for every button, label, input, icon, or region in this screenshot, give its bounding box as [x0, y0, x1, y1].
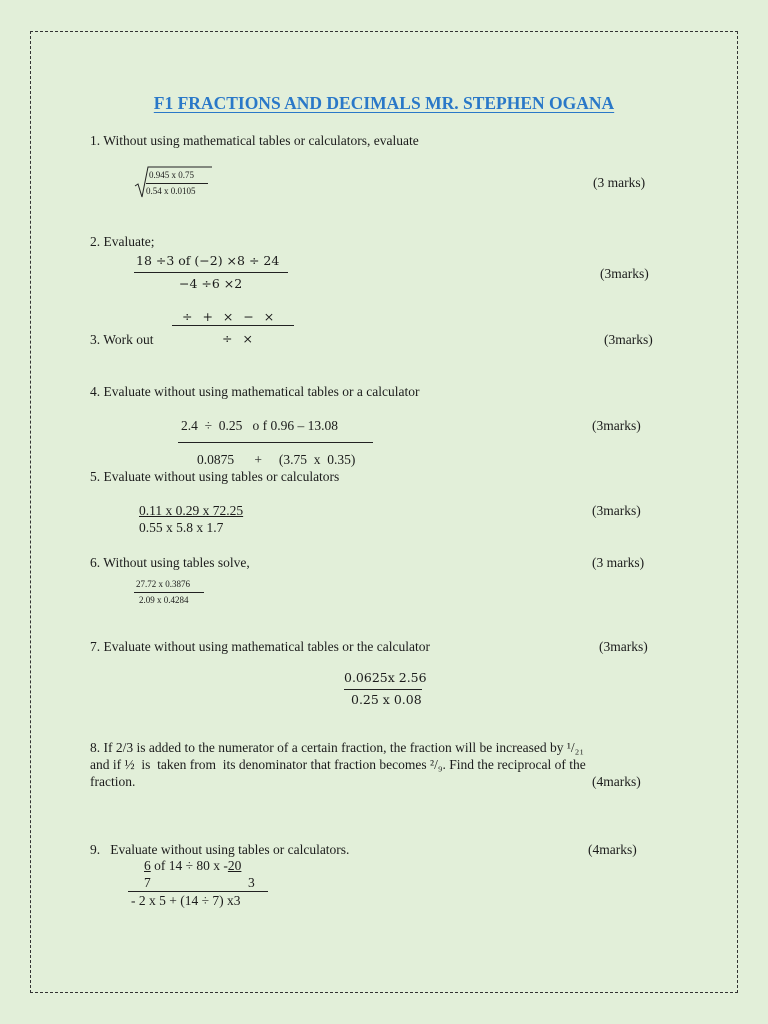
q1-fraction-bar [146, 183, 208, 184]
q3-fraction-bar [172, 325, 294, 326]
q9-denominator-3: 3 [248, 875, 255, 890]
q7-marks: (3marks) [599, 639, 648, 654]
q6-numerator: 27.72 x 0.3876 [136, 579, 190, 589]
q2-marks: (3marks) [600, 266, 649, 281]
q5-marks: (3marks) [592, 503, 641, 518]
q9-denominator-7: 7 [144, 875, 151, 890]
question-5-text: 5. Evaluate without using tables or calculators [90, 469, 340, 484]
q2-numerator: 18 ÷3 of (−2) ×8 ÷ 24 [136, 253, 280, 268]
question-7-text: 7. Evaluate without using mathematical tables or the calculator [90, 639, 431, 654]
q5-denominator: 0.55 x 5.8 x 1.7 [139, 520, 224, 535]
question-3-text: 3. Work out [90, 332, 154, 347]
q6-marks: (3 marks) [592, 555, 645, 570]
q9-numerator-6: 6 [144, 858, 151, 873]
q9-numerator-of-text: of 14 ÷ 80 x - [150, 858, 228, 873]
question-8-line-3: fraction. [90, 774, 136, 789]
q5-numerator: 0.11 x 0.29 x 72.25 [139, 503, 244, 518]
q1-denominator: 0.54 x 0.0105 [146, 186, 196, 196]
q1-numerator: 0.945 x 0.75 [149, 170, 194, 180]
q4-numerator: 2.4 ÷ 0.25 o f 0.96 – 13.08 [181, 418, 339, 433]
q6-denominator: 2.09 x 0.4284 [139, 595, 189, 605]
page-title: F1 FRACTIONS AND DECIMALS MR. STEPHEN OGANA [153, 93, 615, 113]
q9-numerator-20: 20 [227, 858, 242, 873]
q8-marks: (4marks) [592, 774, 641, 789]
question-2-text: 2. Evaluate; [90, 234, 155, 249]
q7-denominator: 0.25 x 0.08 [351, 692, 422, 707]
q2-fraction-bar [134, 272, 288, 273]
q3-marks: (3marks) [604, 332, 653, 347]
q2-denominator: −4 ÷6 ×2 [179, 276, 243, 291]
question-8-line-2: and if ½ is taken from its denominator that fraction becomes ²/₉. Find the reciprocal of the [90, 757, 586, 772]
q9-denominator: - 2 x 5 + (14 ÷ 7) x3 [131, 893, 241, 908]
q9-marks: (4marks) [588, 842, 637, 857]
q3-denominator: ÷ × [222, 331, 253, 346]
q9-fraction-bar [128, 891, 268, 892]
q6-fraction-bar [134, 592, 204, 593]
q9-numerator-line [144, 858, 241, 874]
q7-fraction-bar [344, 689, 422, 690]
question-9-text: 9. Evaluate without using tables or calculators. [90, 842, 350, 857]
question-1-text: 1. Without using mathematical tables or calculators, evaluate [90, 133, 419, 148]
q1-marks: (3 marks) [593, 175, 646, 190]
q7-numerator: 0.0625x 2.56 [344, 670, 427, 685]
question-4-text: 4. Evaluate without using mathematical tables or a calculator [90, 384, 420, 399]
q4-denominator: 0.0875 + (3.75 x 0.35) [197, 452, 356, 467]
question-8-line-1: 8. If 2/3 is added to the numerator of a certain fraction, the fraction will be increased by ¹/₂₁ [90, 740, 585, 755]
q4-marks: (3marks) [592, 418, 641, 433]
question-6-text: 6. Without using tables solve, [90, 555, 250, 570]
q3-numerator: ÷ + × − × [182, 309, 275, 324]
q4-fraction-bar [178, 442, 373, 443]
